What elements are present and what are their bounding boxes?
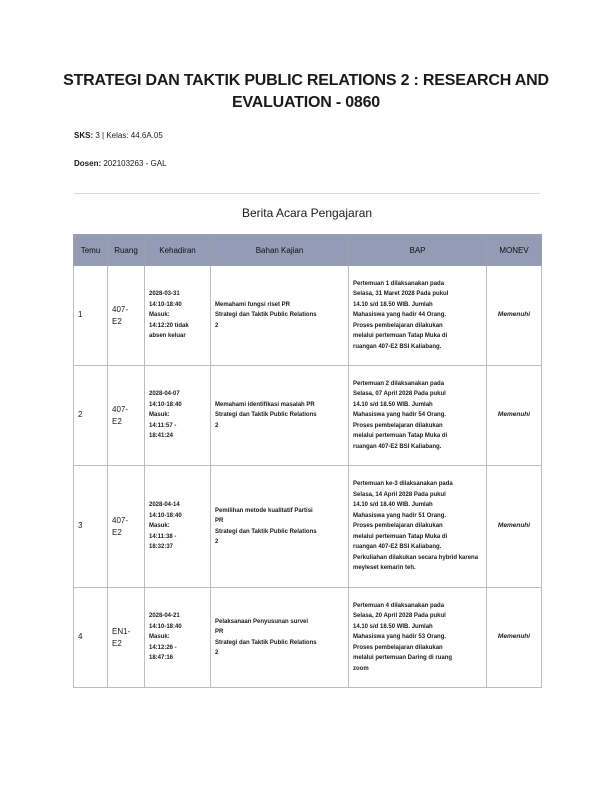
header-bap: BAP bbox=[349, 235, 487, 266]
kehadiran-line: 2028-04-14 bbox=[149, 502, 180, 509]
monev-cell: Memenuhi bbox=[487, 466, 542, 588]
bap-line: Mahasiswa yang hadir 53 Orang. bbox=[353, 634, 447, 641]
kehadiran-line: 2028-04-21 bbox=[149, 613, 180, 620]
bap-line: Proses pembelajaran dilakukan bbox=[353, 644, 443, 651]
bap-line: meyleset kemarin teh. bbox=[353, 565, 416, 572]
bahan-kajian-line: Strategi dan Taktik Public Relations bbox=[215, 312, 317, 319]
bap-line: Proses pembelajaran dilakukan bbox=[353, 523, 443, 530]
header-kehadiran: Kehadiran bbox=[145, 235, 211, 266]
bahan-kajian-line: PR bbox=[215, 518, 224, 524]
bap-line: Mahasiswa yang hadir 54 Orang. bbox=[353, 412, 447, 419]
temu-cell: 2 bbox=[74, 366, 108, 466]
ruang-cell bbox=[108, 588, 145, 688]
bahan-kajian-cell bbox=[211, 366, 349, 466]
bap-line: Selasa, 31 Maret 2028 Pada pukul bbox=[353, 291, 449, 298]
bap-line: Pertemuan 2 dilaksanakan pada bbox=[353, 380, 445, 387]
table-header-row bbox=[74, 235, 542, 266]
kehadiran-line: 18:32:37 bbox=[149, 544, 174, 551]
ruang-line: 407- bbox=[112, 404, 129, 414]
header-temu: Temu bbox=[74, 235, 108, 266]
bap-line: melalui pertemuan Daring di ruang bbox=[353, 655, 453, 662]
divider bbox=[74, 193, 540, 194]
bap-line: 14.10 s/d 18.40 WIB. Jumlah bbox=[353, 502, 433, 509]
bap-line: melalui pertemuan Tatap Muka di bbox=[353, 533, 448, 540]
bap-line: Selasa, 14 April 2028 Pada pukul bbox=[353, 491, 446, 498]
bahan-kajian-line: 2 bbox=[215, 650, 219, 656]
bap-line: Pertemuan 4 dilaksanakan pada bbox=[353, 602, 445, 609]
kehadiran-line: 14:10-18:40 bbox=[149, 512, 182, 519]
document-title bbox=[60, 70, 552, 114]
header-ruang: Ruang bbox=[108, 235, 145, 266]
bap-line: ruangan 407-E2 BSI Kaliabang. bbox=[353, 343, 442, 350]
bap-line: Selasa, 07 April 2028 Pada pukul bbox=[353, 391, 446, 398]
bahan-kajian-line: Pelaksanaan Penyusunan survei bbox=[215, 618, 309, 625]
kehadiran-line: 18:41:24 bbox=[149, 433, 174, 440]
bap-line: ruangan 407-E2 BSI Kaliabang. bbox=[353, 544, 442, 551]
monev-cell: Memenuhi bbox=[487, 588, 542, 688]
bahan-kajian-cell bbox=[211, 588, 349, 688]
temu-cell: 1 bbox=[74, 266, 108, 366]
bap-line: ruangan 407-E2 BSI Kaliabang. bbox=[353, 443, 442, 450]
bahan-kajian-line: 2 bbox=[215, 322, 219, 329]
bap-line: Pertemuan 1 dilaksanakan pada bbox=[353, 280, 445, 287]
ruang-line: 407- bbox=[112, 515, 129, 525]
ruang-line: EN1- bbox=[112, 626, 131, 636]
bap-line: Selasa, 20 April 2028 Pada pukul bbox=[353, 613, 446, 620]
monev-cell: Memenuhi bbox=[487, 266, 542, 366]
ruang-line: E2 bbox=[112, 527, 122, 537]
kehadiran-cell bbox=[145, 266, 211, 366]
title-line-2: EVALUATION - 0860 bbox=[231, 94, 381, 111]
bap-cell bbox=[349, 588, 487, 688]
bahan-kajian-line: 2 bbox=[215, 539, 219, 545]
bahan-kajian-line: Pemilihan metode kualitatif Partisi bbox=[215, 507, 313, 514]
bap-line: Proses pembelajaran dilakukan bbox=[353, 422, 443, 429]
sks-label: SKS: bbox=[74, 131, 94, 140]
kehadiran-line: Masuk: bbox=[149, 312, 170, 319]
monev-cell: Memenuhi bbox=[487, 366, 542, 466]
bap-line: Mahasiswa yang hadir 51 Orang. bbox=[353, 512, 447, 519]
sks-line bbox=[74, 131, 163, 140]
bap-cell bbox=[349, 466, 487, 588]
kehadiran-line: 14:10-18:40 bbox=[149, 401, 182, 408]
kehadiran-line: 14:12:26 - bbox=[149, 644, 177, 651]
kehadiran-line: 14:11:38 - bbox=[149, 533, 177, 540]
bap-line: melalui pertemuan Tatap Muka di bbox=[353, 333, 448, 340]
table-row bbox=[74, 466, 542, 588]
kehadiran-line: 2028-03-31 bbox=[149, 291, 180, 298]
temu-cell: 4 bbox=[74, 588, 108, 688]
kehadiran-line: 14:12:20 tidak bbox=[149, 322, 189, 329]
ruang-cell bbox=[108, 266, 145, 366]
bahan-kajian-line: Memahami fungsi riset PR bbox=[215, 301, 291, 308]
ruang-line: E2 bbox=[112, 316, 122, 326]
sks-value: 3 | Kelas: 44.6A.05 bbox=[95, 131, 163, 140]
bap-line: Mahasiswa yang hadir 44 Orang. bbox=[353, 312, 447, 319]
bap-line: Perkuliahan dilakukan secara hybrid karena bbox=[353, 554, 479, 561]
kehadiran-line: 18:47:16 bbox=[149, 655, 174, 662]
ruang-line: E2 bbox=[112, 638, 122, 648]
bap-line: 14.10 s/d 18.50 WIB. Jumlah bbox=[353, 401, 433, 408]
kehadiran-line: Masuk: bbox=[149, 412, 170, 419]
ruang-cell bbox=[108, 466, 145, 588]
bahan-kajian-line: Strategi dan Taktik Public Relations bbox=[215, 528, 317, 535]
section-title: Berita Acara Pengajaran bbox=[241, 206, 373, 220]
temu-cell: 3 bbox=[74, 466, 108, 588]
bahan-kajian-cell bbox=[211, 266, 349, 366]
bap-line: melalui pertemuan Tatap Muka di bbox=[353, 433, 448, 440]
kehadiran-cell bbox=[145, 466, 211, 588]
kehadiran-line: Masuk: bbox=[149, 634, 170, 641]
kehadiran-line: Masuk: bbox=[149, 523, 170, 530]
dosen-line bbox=[74, 159, 167, 168]
kehadiran-line: 14:10-18:40 bbox=[149, 301, 182, 308]
header-bahan-kajian: Bahan Kajian bbox=[211, 235, 349, 266]
table-row bbox=[74, 366, 542, 466]
kehadiran-line: 2028-04-07 bbox=[149, 391, 180, 398]
ruang-line: 407- bbox=[112, 304, 129, 314]
kehadiran-line: 14:11:57 - bbox=[149, 422, 177, 429]
bahan-kajian-cell bbox=[211, 466, 349, 588]
bap-cell bbox=[349, 266, 487, 366]
table-row bbox=[74, 588, 542, 688]
bahan-kajian-line: 2 bbox=[215, 422, 219, 429]
bap-cell bbox=[349, 366, 487, 466]
kehadiran-cell bbox=[145, 366, 211, 466]
bahan-kajian-line: Strategi dan Taktik Public Relations bbox=[215, 639, 317, 646]
bahan-kajian-line: PR bbox=[215, 629, 224, 635]
bap-line: Pertemuan ke-3 dilaksanakan pada bbox=[353, 481, 453, 488]
bap-line: zoom bbox=[353, 665, 369, 672]
bap-line: 14.10 s/d 18.50 WIB. Jumlah bbox=[353, 623, 433, 630]
kehadiran-cell bbox=[145, 588, 211, 688]
header-monev: MONEV bbox=[487, 235, 542, 266]
bap-table bbox=[73, 234, 542, 688]
table-row bbox=[74, 266, 542, 366]
bahan-kajian-line: Strategi dan Taktik Public Relations bbox=[215, 412, 317, 419]
dosen-label: Dosen: bbox=[74, 159, 102, 168]
bahan-kajian-line: Memahami identifikasi masalah PR bbox=[215, 401, 315, 408]
bap-line: Proses pembelajaran dilakukan bbox=[353, 322, 443, 329]
bap-line: 14.10 s/d 18.50 WIB. Jumlah bbox=[353, 301, 433, 308]
title-line-1: STRATEGI DAN TAKTIK PUBLIC RELATIONS 2 : RESEARCH AND bbox=[63, 72, 549, 89]
kehadiran-line: 14:10-18:40 bbox=[149, 623, 182, 630]
ruang-cell bbox=[108, 366, 145, 466]
dosen-value: 202103263 - GAL bbox=[103, 159, 167, 168]
kehadiran-line: absen keluar bbox=[149, 333, 186, 340]
ruang-line: E2 bbox=[112, 416, 122, 426]
